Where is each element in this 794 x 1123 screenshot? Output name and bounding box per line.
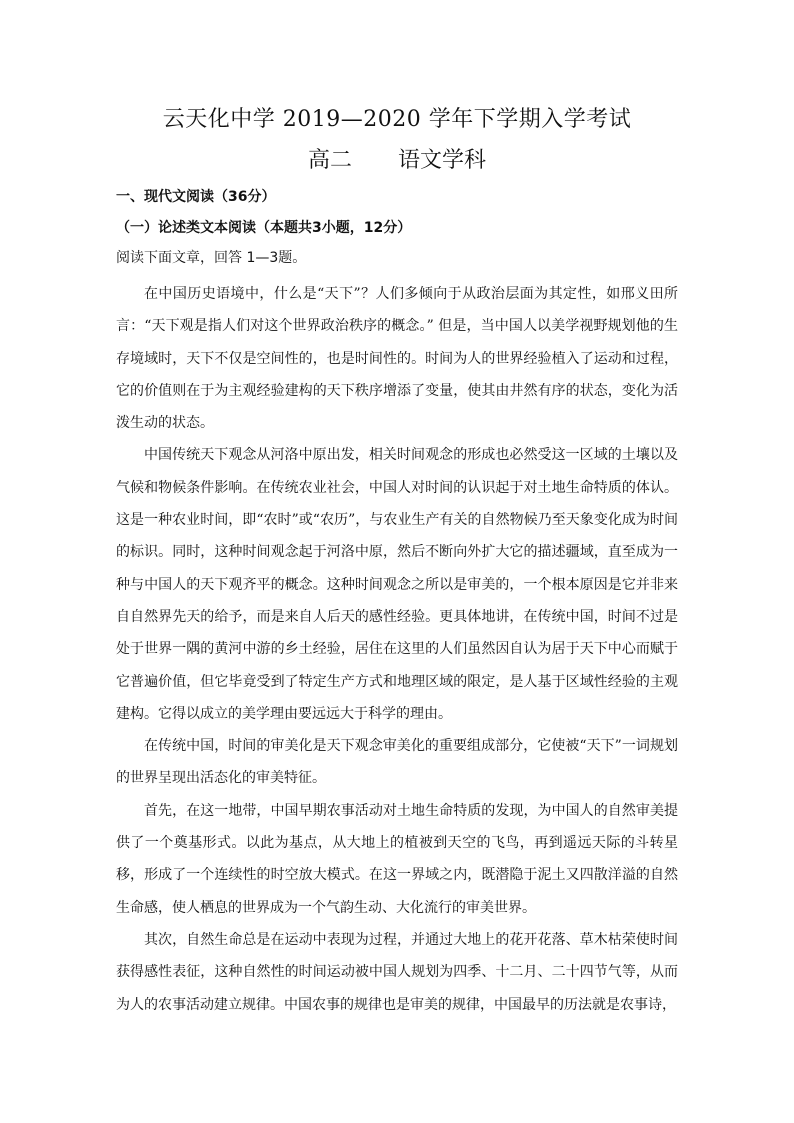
article-paragraph: 在传统中国，时间的审美化是天下观念审美化的重要组成部分，它使被“天下”一词规划的世界呈现出活态化的审美特征。 <box>116 738 678 787</box>
section-subheading: （一）论述类文本阅读（本题共3小题，12分） <box>116 220 412 236</box>
article-paragraph: 在中国历史语境中，什么是“天下”？人们多倾向于从政治层面为其定性，如邢义田所言：“天下观是指人们对这个世界政治秩序的概念。” 但是，当中国人以美学视野规划他的生存境域时，天下不仅是空间性的，也是时间性的。时间为人的世界经验植入了运动和过程，它的价值则在于为主观经验建构的天下秩序增添了变量，使其由井然有序的状态，变化为活泼生动的状态。 <box>116 286 678 432</box>
article-paragraph: 其次，自然生命总是在运动中表现为过程，并通过大地上的花开花落、草木枯荣使时间获得感性表征，这种自然性的时间运动被中国人规划为四季、十二月、二十四节气等，从而为人的农事活动建立规律。中国农事的规律也是审美的规律，中国最早的历法就是农事诗， <box>116 931 678 1013</box>
subject-label: 语文学科 <box>398 148 487 173</box>
article-paragraph: 中国传统天下观念从河洛中原出发，相关时间观念的形成也必然受这一区域的土壤以及气候和物候条件影响。在传统农业社会，中国人对时间的认识起于对土地生命特质的体认。这是一种农业时间，即“农时”或“农历”，与农业生产有关的自然物候乃至天象变化成为时间的标识。同时，这种时间观念起于河洛中原，然后不断向外扩大它的描述疆域，直至成为一种与中国人的天下观齐平的概念。这种时间观念之所以是审美的，一个根本原因是它并非来自自然界先天的给予，而是来自人后天的感性经验。更具体地讲，在传统中国，时间不过是处于世界一隅的黄河中游的乡土经验，居住在这里的人们虽然因自认为居于天下中心而赋于它普遍价值，但它毕竟受到了特定生产方式和地理区域的限定，是人基于区域性经验的主观建构。它得以成立的美学理由要远远大于科学的理由。 <box>116 447 678 722</box>
exam-subtitle <box>0 143 794 174</box>
exam-title: 云天化中学 2019—2020 学年下学期入学考试 <box>162 107 632 132</box>
grade-label: 高二 <box>307 148 352 173</box>
article-paragraph: 首先，在这一地带，中国早期农事活动对土地生命特质的发现，为中国人的自然审美提供了一个奠基形式。以此为基点，从大地上的植被到天空的飞鸟，再到遥远天际的斗转星移，形成了一个连续性的时空放大模式。在这一界域之内，既潜隐于泥土又四散洋溢的自然生命感，使人栖息的世界成为一个气韵生动、大化流行的审美世界。 <box>116 802 678 916</box>
section-heading: 一、现代文阅读（36分） <box>116 189 276 205</box>
reading-instruction: 阅读下面文章，回答 1—3题。 <box>116 250 307 266</box>
article-body <box>116 278 678 1021</box>
